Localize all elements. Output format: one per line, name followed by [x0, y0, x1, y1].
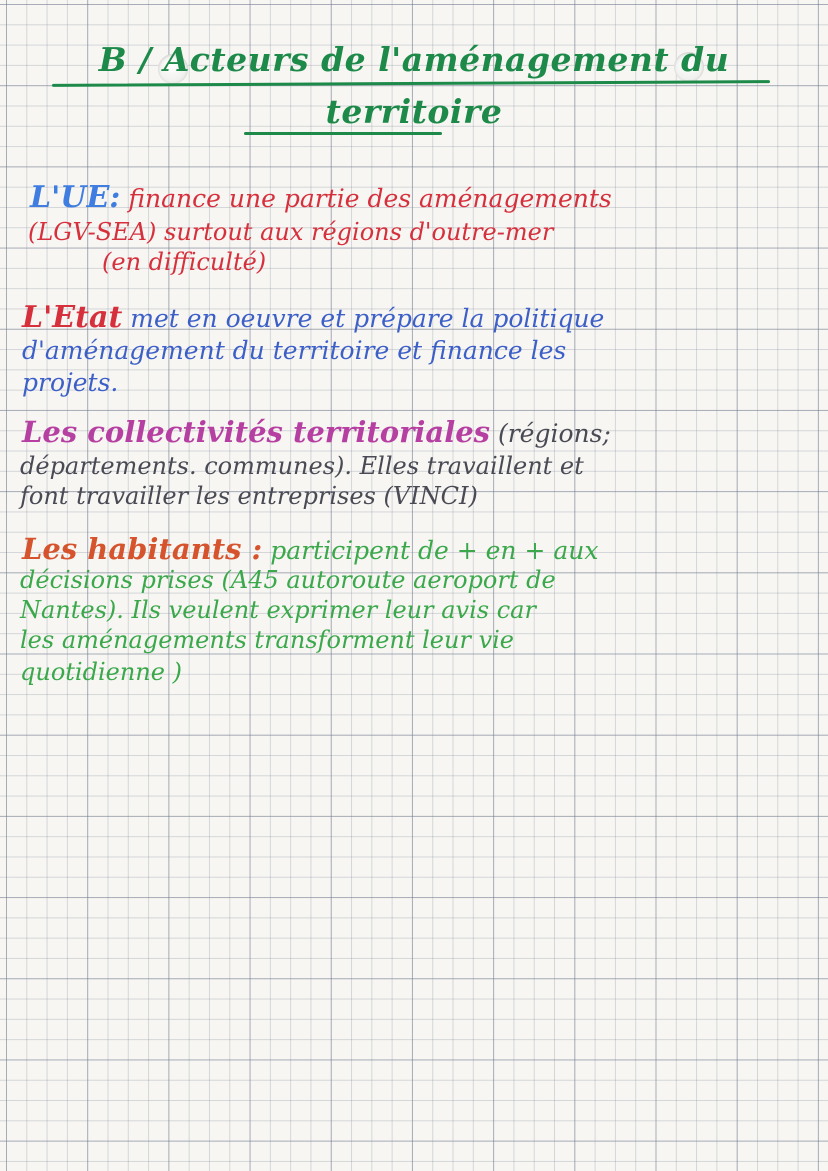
- hab-line-3: Nantes). Ils veulent exprimer leur avis car: [20, 596, 536, 624]
- etat-label: L'Etat: [22, 300, 123, 335]
- ue-line-3: (en difficulté): [102, 248, 267, 276]
- hab-line-5: quotidienne ): [20, 658, 182, 686]
- title-line-2: territoire: [325, 92, 503, 131]
- title-line-1: B / Acteurs de l'aménagement du: [98, 40, 730, 79]
- hab-line-4: les aménagements transforment leur vie: [20, 626, 515, 654]
- title-underline-1: [52, 80, 770, 87]
- hab-line-1: [22, 532, 598, 566]
- coll-text-1: (régions;: [497, 419, 611, 448]
- etat-text-1: met en oeuvre et prépare la politique: [130, 304, 605, 333]
- etat-line-2: d'aménagement du territoire et finance les: [22, 336, 567, 365]
- ue-line-2: (LGV-SEA) surtout aux régions d'outre-mer: [28, 218, 554, 246]
- coll-label: Les collectivités territoriales: [22, 415, 490, 449]
- coll-line-1: [22, 415, 611, 449]
- hab-text-1: participent de + en + aux: [270, 536, 599, 565]
- ue-label: L'UE:: [30, 180, 121, 215]
- coll-line-2: départements. communes). Elles travaillent et: [20, 452, 584, 480]
- hab-label: Les habitants :: [22, 532, 263, 566]
- ue-text-1: finance une partie des aménagements: [128, 184, 612, 213]
- etat-line-1: [22, 300, 604, 335]
- ue-line-1: [30, 180, 612, 215]
- etat-line-3: projets.: [22, 368, 119, 397]
- hab-line-2: décisions prises (A45 autoroute aeroport de: [20, 566, 556, 594]
- coll-line-3: font travailler les entreprises (VINCI): [20, 482, 478, 510]
- title-underline-2: [244, 132, 442, 135]
